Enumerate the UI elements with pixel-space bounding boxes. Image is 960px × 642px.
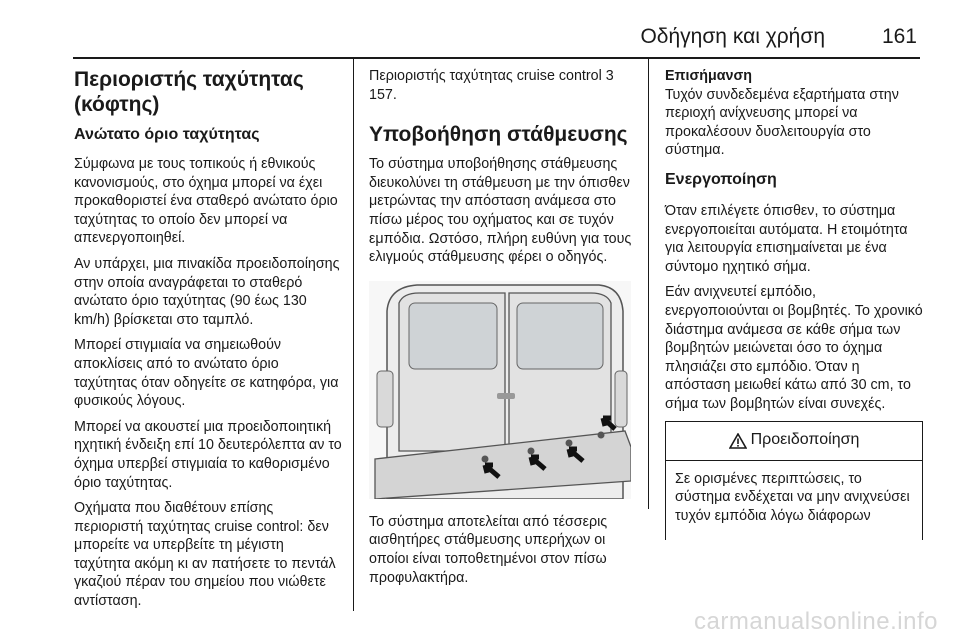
van-rear-figure: [369, 281, 631, 499]
sensor-2: [528, 447, 535, 454]
warning-triangle-icon: [729, 433, 747, 449]
paragraph: Μπορεί να ακουστεί μια προειδοποιητική ηχητική ένδειξη επί 10 δευτερόλεπτα αν το όχημα υπερβεί στιγμιαία το καθορισμένο όριο ταχύτητας.: [74, 418, 342, 491]
paragraph: Εάν ανιχνευτεί εμπόδιο, ενεργοποιούνται οι βομβητές. Το χρονικό διάστημα ανάμεσα σε κάθε σήμα των βομβητών μειώνεται όσο το όχημα πλησιάζει στο εμπόδιο. Όταν η απόσταση μειωθεί κάτω από 30 cm, το σήμα των βομβητών είναι συνεχές.: [665, 284, 923, 412]
column-1: [74, 67, 344, 618]
section-heading-parking-assist: Υποβοήθηση στάθμευσης: [369, 123, 628, 147]
sensor-1: [482, 455, 489, 462]
column-divider-1: [353, 59, 354, 611]
paragraph: Μπορεί στιγμιαία να σημειωθούν αποκλίσεις από το ανώτατο όριο ταχύτητας όταν οδηγείτε σε κατηφόρα, για φυσικούς λόγους.: [74, 337, 339, 410]
subheading-max-speed: Ανώτατο όριο ταχύτητας: [74, 126, 260, 143]
paragraph: Σύμφωνα με τους τοπικούς ή εθνικούς κανονισμούς, στο όχημα μπορεί να έχει προκαθοριστεί ένα σταθερό ανώτατο όριο ταχύτητας το οποίο δεν μπορεί να απενεργοποιηθεί.: [74, 156, 338, 247]
paragraph: Αν υπάρχει, μια πινακίδα προειδοποίησης στην οποία αναγράφεται το σταθερό ανώτατο όριο ταχύτητας (90 έως 130 km/h) βρίσκεται στο ταμπλό.: [74, 255, 340, 328]
note-text: Τυχόν συνδεδεμένα εξαρτήματα στην περιοχή ανίχνευσης μπορεί να προκαλέσουν δυσλειτουργία στο σύστημα.: [665, 86, 899, 159]
sensor-4: [598, 431, 605, 438]
warning-header: [666, 422, 922, 461]
paragraph: Το σύστημα υποβοήθησης στάθμευσης διευκολύνει τη στάθμευση με την όπισθεν μετρώντας την απόσταση ανάμεσα στο πίσω μέρος του οχήματος και σε τυχόν εμπόδια. Ωστόσο, πλήρη ευθύνη για τους ελιγμούς στάθμευσης φέρει ο οδηγός.: [369, 156, 632, 266]
paragraph: Όταν επιλέγετε όπισθεν, το σύστημα ενεργοποιείται αυτόματα. Η ετοιμότητα για λειτουργία επισημαίνεται με ένα σύντομο ηχητικό σήμα.: [665, 202, 908, 275]
section-heading-speed-limiter: Περιοριστής ταχύτητας (κόφτης): [74, 68, 304, 116]
paragraph: Οχήματα που διαθέτουν επίσης περιοριστή ταχύτητας cruise control: δεν μπορείτε να υπερβείτε τη μέγιστη ταχύτητα ακόμη κι αν πατήσετε το πεντάλ γκαζιού πέραν του σημείου που νιώθετε αντίσταση.: [74, 500, 336, 610]
warning-title: Προειδοποίηση: [750, 431, 860, 449]
header-rule: [73, 57, 920, 59]
header-title: Οδήγηση και χρήση: [640, 25, 825, 48]
van-rear-illustration: [369, 281, 631, 499]
column-2: [369, 67, 635, 594]
column-divider-2: [648, 59, 649, 509]
page-number: 161: [881, 25, 917, 48]
column-3: [665, 67, 923, 540]
figure-caption: Το σύστημα αποτελείται από τέσσερις αισθητήρες στάθμευσης υπερήχων οι οποίοι είναι τοποθετημένοι στον πίσω προφυλακτήρα.: [369, 513, 608, 586]
crossref-text[interactable]: Περιοριστής ταχύτητας cruise control 3 157.: [369, 68, 614, 103]
sensor-3: [566, 439, 573, 446]
watermark: carmanualsonline.info: [694, 608, 938, 635]
note-label: Επισήμανση: [665, 68, 752, 84]
warning-text: Σε ορισμένες περιπτώσεις, το σύστημα ενδέχεται να μην ανιχνεύσει τυχόν εμπόδια λόγω διάφορων: [675, 470, 910, 524]
section-heading-activation: Ενεργοποίηση: [665, 170, 777, 188]
warning-box: [665, 421, 923, 540]
